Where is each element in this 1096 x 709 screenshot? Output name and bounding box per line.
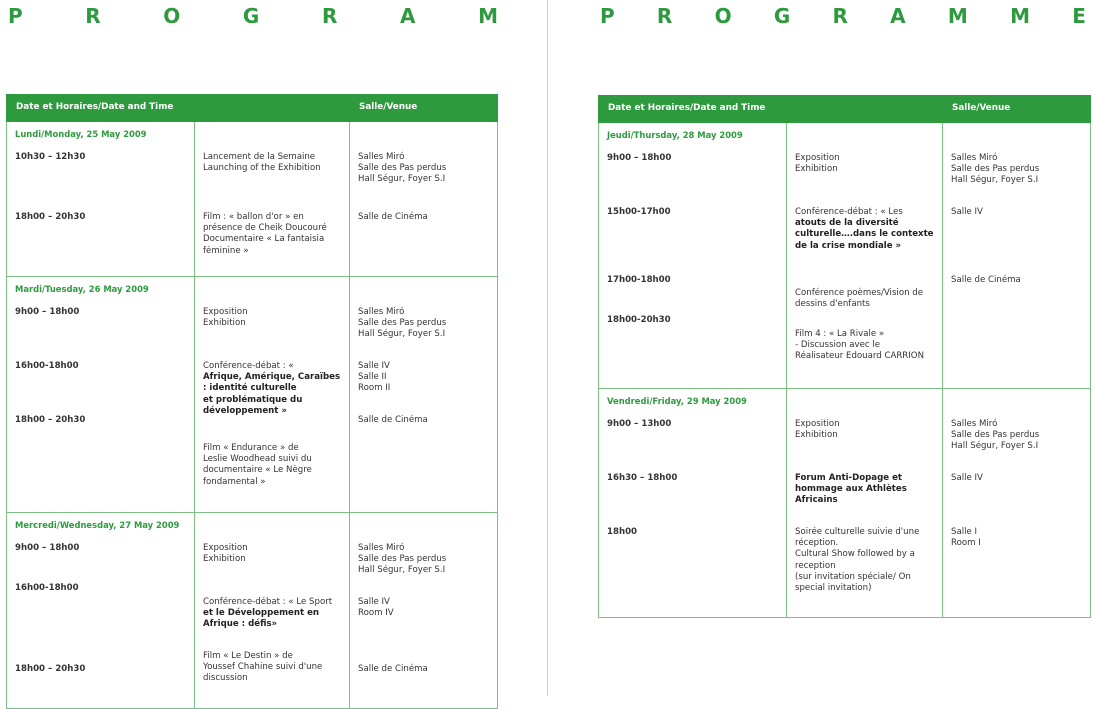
time-slot: 16h30 – 18h00 bbox=[607, 473, 678, 483]
venue-line: Salle de Cinéma bbox=[358, 664, 428, 674]
event-cell bbox=[195, 513, 350, 709]
venue-item bbox=[358, 361, 489, 395]
venue-line: Salles Miró bbox=[358, 307, 405, 317]
venue-line: Salle IV bbox=[951, 207, 983, 217]
venue-line: Salle IV bbox=[358, 597, 390, 607]
event-line: Afrique, Amérique, Caraïbes bbox=[203, 372, 341, 383]
title-letter: M bbox=[947, 4, 968, 28]
time-slot: 18h00 – 20h30 bbox=[15, 415, 86, 425]
title-letter: O bbox=[163, 4, 181, 28]
venue-item bbox=[358, 543, 489, 577]
event-line: : identité culturelle bbox=[203, 383, 297, 394]
venue-line: Salle des Pas perdus bbox=[358, 318, 447, 329]
event-cell bbox=[195, 122, 350, 277]
event-line: culturelle….dans le contexte bbox=[795, 229, 934, 240]
venue-item bbox=[951, 207, 1082, 218]
title-letter: P bbox=[8, 4, 23, 28]
event-line: Africains bbox=[795, 495, 838, 506]
event-item bbox=[203, 443, 341, 488]
event-line: Film 4 : « La Rivale » bbox=[795, 329, 885, 339]
page-fold bbox=[547, 0, 548, 696]
event-line: de la crise mondiale » bbox=[795, 240, 902, 251]
event-item bbox=[795, 288, 934, 310]
event-line: - Discussion avec le bbox=[795, 340, 881, 351]
venue-item bbox=[358, 152, 489, 186]
time-slot: 16h00-18h00 bbox=[15, 361, 79, 371]
event-line: Exhibition bbox=[203, 318, 246, 329]
event-line: fondamental » bbox=[203, 476, 266, 487]
event-item bbox=[203, 597, 341, 631]
header-venue: Salle/Venue bbox=[350, 95, 498, 122]
event-line: Cultural Show followed by a bbox=[795, 549, 915, 560]
event-line: présence de Cheik Doucouré bbox=[203, 223, 327, 234]
event-item bbox=[795, 153, 934, 175]
time-slot: 15h00-17h00 bbox=[607, 207, 671, 217]
day-row bbox=[7, 122, 498, 277]
event-line: Exposition bbox=[795, 153, 840, 163]
event-line: réception. bbox=[795, 538, 839, 549]
venue-item bbox=[358, 212, 489, 223]
event-line: Launching of the Exhibition bbox=[203, 163, 321, 174]
day-label: Mardi/Tuesday, 26 May 2009 bbox=[15, 284, 149, 294]
day-label: Mercredi/Wednesday, 27 May 2009 bbox=[15, 520, 180, 530]
title-letter: R bbox=[832, 4, 848, 28]
venue-item bbox=[358, 307, 489, 341]
event-item bbox=[203, 307, 341, 329]
venue-line: Salles Miró bbox=[358, 152, 405, 162]
event-cell bbox=[787, 389, 943, 618]
venue-item bbox=[358, 664, 489, 675]
title-letter: R bbox=[321, 4, 338, 28]
event-item bbox=[795, 473, 934, 507]
header-venue: Salle/Venue bbox=[943, 96, 1091, 123]
time-cell bbox=[7, 277, 195, 513]
event-line: documentaire « Le Nègre bbox=[203, 465, 312, 476]
event-line: Forum Anti-Dopage et bbox=[795, 473, 903, 483]
venue-line: Hall Ségur, Foyer S.I bbox=[358, 565, 446, 576]
venue-cell bbox=[350, 122, 498, 277]
time-slot: 16h00-18h00 bbox=[15, 583, 79, 593]
event-line: Réalisateur Edouard CARRION bbox=[795, 351, 924, 362]
event-cell bbox=[787, 123, 943, 389]
event-line: Film « Le Destin » de bbox=[203, 651, 293, 661]
program-title-left bbox=[8, 4, 498, 28]
title-letter: A bbox=[890, 4, 906, 28]
event-line: Exhibition bbox=[795, 430, 838, 441]
schedule-table-left bbox=[6, 94, 498, 709]
event-line: Conférence poèmes/Vision de bbox=[795, 288, 923, 298]
time-cell bbox=[7, 513, 195, 709]
venue-cell bbox=[943, 123, 1091, 389]
event-line: (sur invitation spéciale/ On bbox=[795, 571, 911, 582]
day-row bbox=[7, 513, 498, 709]
title-letter: E bbox=[1072, 4, 1086, 28]
venue-line: Salle de Cinéma bbox=[358, 212, 428, 222]
venue-line: Salle des Pas perdus bbox=[951, 164, 1040, 175]
event-line: Conférence-débat : « Le Sport bbox=[203, 597, 333, 607]
event-line: discussion bbox=[203, 673, 248, 684]
venue-line: Salle des Pas perdus bbox=[358, 163, 447, 174]
title-letter: G bbox=[242, 4, 260, 28]
venue-line: Salle des Pas perdus bbox=[951, 430, 1040, 441]
venue-item bbox=[951, 275, 1082, 286]
title-letter: G bbox=[773, 4, 791, 28]
event-line: Afrique : défis» bbox=[203, 619, 278, 630]
time-slot: 9h00 – 18h00 bbox=[607, 153, 672, 163]
venue-line: Salles Miró bbox=[951, 419, 998, 429]
venue-line: Salle IV bbox=[358, 361, 390, 371]
event-line: et problématique du bbox=[203, 394, 303, 405]
event-line: Soirée culturelle suivie d'une bbox=[795, 527, 920, 537]
event-line: reception bbox=[795, 560, 836, 571]
event-line: Film : « ballon d'or » en bbox=[203, 212, 304, 222]
venue-line: Salles Miró bbox=[358, 543, 405, 553]
venue-line: Salle de Cinéma bbox=[951, 275, 1021, 285]
title-letter: R bbox=[656, 4, 673, 28]
programme-title-right bbox=[600, 4, 1086, 28]
venue-line: Hall Ségur, Foyer S.I bbox=[951, 441, 1039, 452]
event-line: Conférence-débat : « bbox=[203, 361, 294, 371]
venue-item bbox=[358, 597, 489, 619]
day-label: Lundi/Monday, 25 May 2009 bbox=[15, 129, 147, 139]
header-date-time: Date et Horaires/Date and Time bbox=[599, 96, 943, 123]
event-line: Documentaire « La fantaisia bbox=[203, 234, 325, 245]
event-line: Exposition bbox=[795, 419, 840, 429]
schedule-table-right bbox=[598, 95, 1091, 618]
event-line: Conférence-débat : « Les bbox=[795, 207, 903, 217]
event-item bbox=[203, 212, 341, 257]
time-cell bbox=[599, 123, 787, 389]
header-date-time: Date et Horaires/Date and Time bbox=[7, 95, 350, 122]
event-item bbox=[795, 207, 934, 252]
event-cell bbox=[195, 277, 350, 513]
event-line: Leslie Woodhead suivi du bbox=[203, 454, 312, 465]
title-letter: P bbox=[600, 4, 615, 28]
time-slot: 10h30 – 12h30 bbox=[15, 152, 86, 162]
venue-line: Room I bbox=[951, 538, 981, 549]
venue-cell bbox=[943, 389, 1091, 618]
time-cell bbox=[7, 122, 195, 277]
event-item bbox=[795, 527, 934, 594]
day-label: Jeudi/Thursday, 28 May 2009 bbox=[607, 130, 743, 140]
event-item bbox=[203, 361, 341, 417]
venue-line: Hall Ségur, Foyer S.I bbox=[951, 175, 1039, 186]
venue-line: Room II bbox=[358, 383, 391, 394]
event-item bbox=[203, 651, 341, 685]
event-line: special invitation) bbox=[795, 583, 872, 594]
time-cell bbox=[599, 389, 787, 618]
event-item bbox=[203, 152, 341, 174]
title-letter: R bbox=[85, 4, 101, 28]
venue-line: Salle II bbox=[358, 372, 387, 383]
venue-item bbox=[358, 415, 489, 426]
table-header-row bbox=[7, 95, 498, 122]
day-row bbox=[599, 123, 1091, 389]
time-slot: 9h00 – 18h00 bbox=[15, 307, 80, 317]
event-line: Exhibition bbox=[203, 554, 246, 565]
time-slot: 18h00 – 20h30 bbox=[15, 664, 86, 674]
venue-item bbox=[951, 419, 1082, 453]
venue-line: Hall Ségur, Foyer S.I bbox=[358, 329, 446, 340]
time-slot: 9h00 – 18h00 bbox=[15, 543, 80, 553]
day-label: Vendredi/Friday, 29 May 2009 bbox=[607, 396, 747, 406]
time-slot: 18h00 – 20h30 bbox=[15, 212, 86, 222]
venue-line: Salle I bbox=[951, 527, 978, 537]
event-line: Exposition bbox=[203, 307, 248, 317]
event-item bbox=[795, 329, 934, 363]
title-letter: O bbox=[714, 4, 732, 28]
time-slot: 18h00-20h30 bbox=[607, 315, 671, 325]
venue-line: Salles Miró bbox=[951, 153, 998, 163]
day-row bbox=[7, 277, 498, 513]
table-header-row bbox=[599, 96, 1091, 123]
venue-item bbox=[951, 527, 1082, 549]
event-line: Lancement de la Semaine bbox=[203, 152, 316, 162]
venue-line: Room IV bbox=[358, 608, 394, 619]
time-slot: 9h00 – 13h00 bbox=[607, 419, 672, 429]
event-line: atouts de la diversité bbox=[795, 218, 899, 229]
title-letter: A bbox=[399, 4, 416, 28]
venue-cell bbox=[350, 277, 498, 513]
event-item bbox=[795, 419, 934, 441]
event-line: et le Développement en bbox=[203, 608, 320, 619]
event-line: développement » bbox=[203, 405, 287, 416]
event-line: Exposition bbox=[203, 543, 248, 553]
event-line: dessins d'enfants bbox=[795, 299, 870, 310]
event-line: Exhibition bbox=[795, 164, 838, 175]
venue-line: Salle de Cinéma bbox=[358, 415, 428, 425]
event-line: Youssef Chahine suivi d'une bbox=[203, 662, 323, 673]
event-item bbox=[203, 543, 341, 565]
event-line: féminine » bbox=[203, 245, 249, 256]
venue-line: Salle des Pas perdus bbox=[358, 554, 447, 565]
time-slot: 18h00 bbox=[607, 527, 638, 537]
venue-item bbox=[951, 473, 1082, 484]
event-line: Film « Endurance » de bbox=[203, 443, 299, 453]
time-slot: 17h00-18h00 bbox=[607, 275, 671, 285]
title-letter: M bbox=[478, 4, 498, 28]
venue-line: Salle IV bbox=[951, 473, 983, 483]
event-line: hommage aux Athlètes bbox=[795, 484, 907, 495]
venue-item bbox=[951, 153, 1082, 187]
title-letter: M bbox=[1010, 4, 1030, 28]
venue-cell bbox=[350, 513, 498, 709]
day-row bbox=[599, 389, 1091, 618]
venue-line: Hall Ségur, Foyer S.I bbox=[358, 174, 446, 185]
